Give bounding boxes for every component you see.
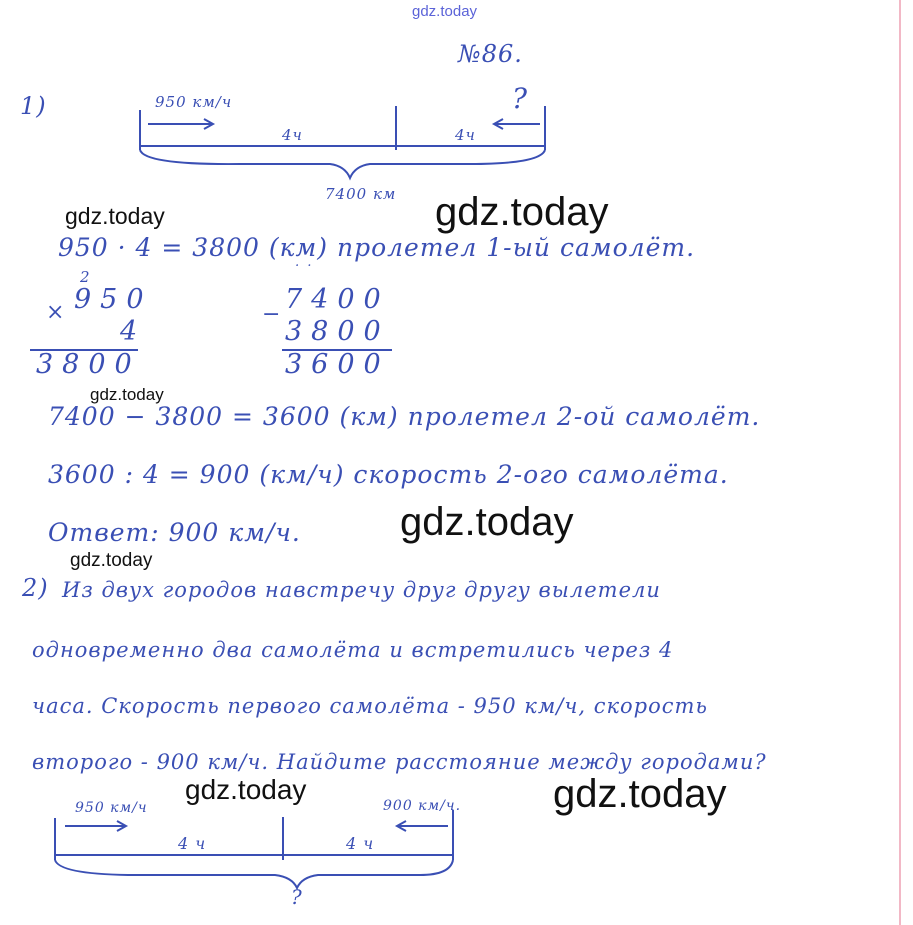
part2-label: 2) <box>22 574 49 602</box>
sub-top: 7400 <box>285 284 390 315</box>
part1-time-left: 4ч <box>282 126 303 144</box>
watermark: gdz.today <box>435 190 609 234</box>
part2-time-left: 4 ч <box>178 834 207 853</box>
watermark-top: gdz.today <box>412 3 478 20</box>
part1-unknown: ? <box>512 82 529 115</box>
part1-speed-label: 950 км/ч <box>155 93 233 111</box>
part1-time-right: 4ч <box>455 126 476 144</box>
part2-speed-right: 900 км/ч. <box>383 798 462 814</box>
mult-top: 950 <box>74 284 153 315</box>
watermark: gdz.today <box>553 772 727 816</box>
sub-mid: 3800 <box>285 316 390 347</box>
mult-mid: 4 <box>120 316 147 347</box>
sub-result: 3600 <box>285 349 390 380</box>
mult-sign: × <box>46 300 74 325</box>
watermark: gdz.today <box>90 385 164 404</box>
part2-text-line-4: второго - 900 км/ч. Найдите расстояние между городами? <box>32 750 767 774</box>
mult-result: 3800 <box>36 349 141 380</box>
part1-label: 1) <box>20 92 47 120</box>
part1-answer: Ответ: 900 км/ч. <box>48 518 301 547</box>
part1-total: 7400 км <box>325 185 397 203</box>
watermark: gdz.today <box>185 774 307 805</box>
part2-text-line-3: часа. Скорость первого самолёта - 950 км/ч, скорость <box>32 694 708 718</box>
part1-line3: 3600 : 4 = 900 (км/ч) скорость 2-ого самолёта. <box>48 460 729 489</box>
watermark: gdz.today <box>400 500 574 544</box>
mult-carry: 2 <box>80 268 90 286</box>
part2-time-right: 4 ч <box>346 834 375 853</box>
problem-number: №86. <box>458 40 523 68</box>
part2-speed-left: 950 км/ч <box>75 800 148 816</box>
watermark: gdz.today <box>65 203 165 229</box>
watermark: gdz.today <box>70 550 153 571</box>
part2-unknown: ? <box>291 885 303 909</box>
part1-line2: 7400 − 3800 = 3600 (км) пролетел 2-ой самолёт. <box>48 402 761 431</box>
sub-sign: − <box>262 302 290 327</box>
sub-marks: ˙ ˙ <box>292 262 312 280</box>
part1-line1: 950 · 4 = 3800 (км) пролетел 1-ый самолёт. <box>58 233 696 262</box>
part2-text-line-1: Из двух городов навстречу друг другу вылетели <box>62 578 661 602</box>
part2-text-line-2: одновременно два самолёта и встретились через 4 <box>32 638 674 662</box>
